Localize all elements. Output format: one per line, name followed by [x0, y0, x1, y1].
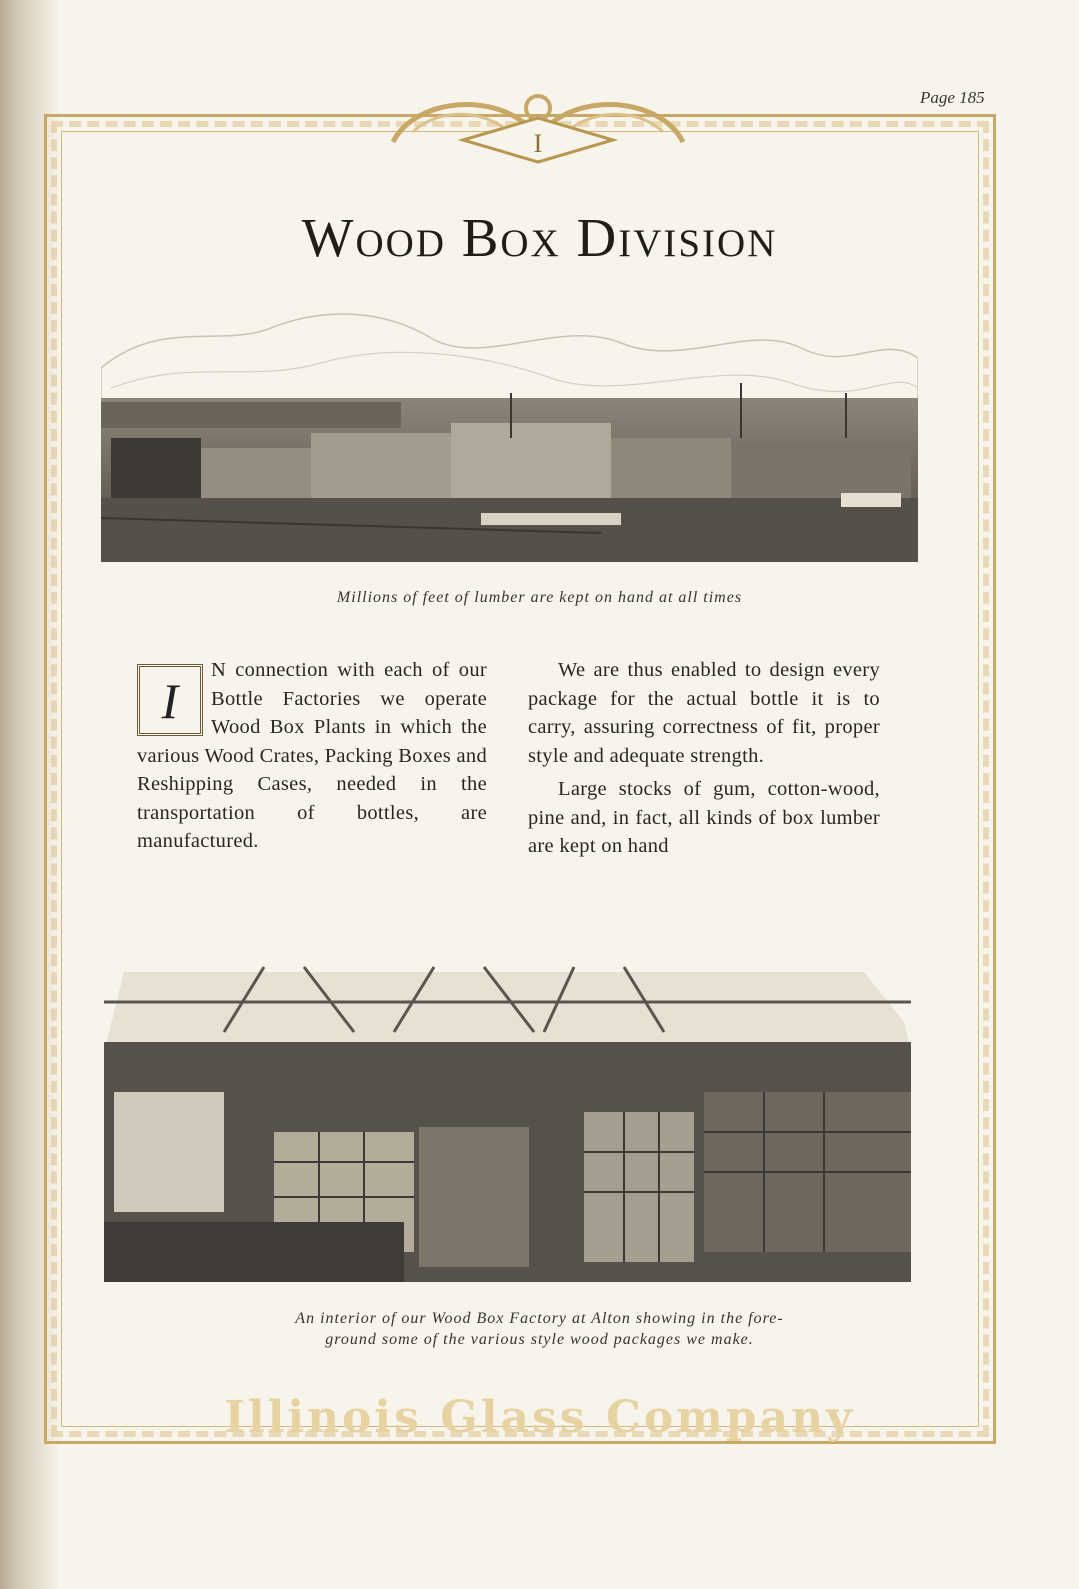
- right-column: [528, 656, 880, 866]
- page-number: Page 185: [920, 88, 985, 107]
- company-brand: Illinois Glass Company: [224, 1392, 855, 1443]
- crest-letter: I: [533, 129, 543, 158]
- factory-interior-photo: [104, 962, 911, 1282]
- drop-cap-letter: I: [161, 673, 179, 729]
- left-column-text: N connection with each of our Bottle Factories we operate Wood Box Plants in which the various Wood Crates, Packing Boxes and Reshipping Cases, needed in the transportation of bottles, are manufactured.: [137, 659, 487, 852]
- right-paragraph-2: Large stocks of gum, cotton-wood, pine and, in fact, all kinds of box lumber are kept on hand: [528, 778, 880, 857]
- right-paragraph-1: We are thus enabled to design every package for the actual bottle it is to carry, assuring correctness of fit, proper style and adequate strength.: [528, 659, 880, 767]
- crest-ornament: [373, 82, 703, 172]
- page-title: Wood Box Division: [301, 207, 778, 268]
- bottom-caption-line-2: ground some of the various style wood packages we make.: [325, 1331, 754, 1348]
- bottom-caption-line-1: An interior of our Wood Box Factory at Alton showing in the fore-: [295, 1310, 784, 1327]
- top-photo-caption: Millions of feet of lumber are kept on hand at all times: [336, 589, 743, 606]
- drop-cap-box: [137, 664, 203, 736]
- bottom-photo-caption: [0, 1308, 1079, 1350]
- left-column: [137, 656, 487, 856]
- lumber-yard-photo: [101, 298, 918, 562]
